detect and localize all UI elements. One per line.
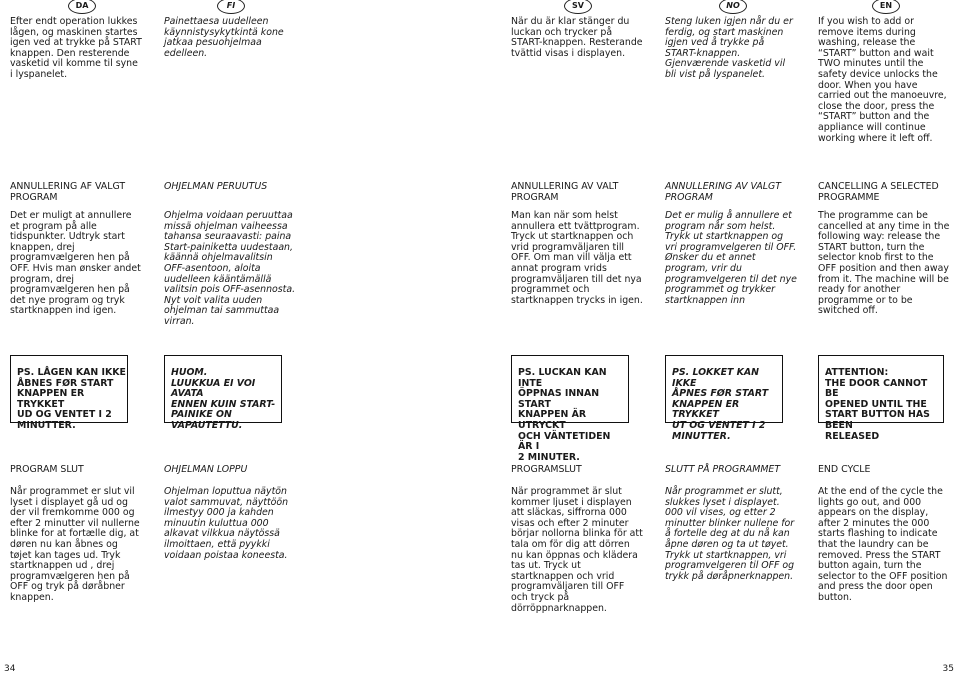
cancel-heading-da: ANNULLERING AF VALGT PROGRAM <box>10 181 126 203</box>
warning-line: PAINIKE ON <box>171 409 232 421</box>
cancel-heading-fi: OHJELMAN PERUUTUS <box>164 181 268 192</box>
warning-line: START BUTTON HAS BEEN <box>825 409 930 431</box>
warning-line: ATTENTION: <box>825 367 889 378</box>
warning-line: KNAPPEN ER TRYKKET <box>672 398 740 421</box>
warning-line: OPENED UNTIL THE <box>825 398 927 410</box>
cancel-heading-en: CANCELLING A SELECTED PROGRAMME <box>818 181 939 203</box>
end-heading-da: PROGRAM SLUT <box>10 464 84 475</box>
language-badge-no: NO <box>719 0 747 14</box>
warning-line: KNAPPEN ÄR UTRYCKT <box>518 409 587 431</box>
warning-box-fi <box>164 355 282 431</box>
warning-line: PS. LOKKET KAN IKKE <box>672 367 760 389</box>
warning-line: ÅPNES FØR START <box>672 388 769 400</box>
warning-box-da <box>10 355 128 431</box>
warning-line: RELEASED <box>825 430 880 442</box>
intro-text-fi: Painettaesa uudelleen käynnistysykytkintä kone jatkaa pesuohjelmaa edelleen. <box>164 16 284 59</box>
cancel-text-da: Det er muligt at annullere et program på alle tidspunkter. Udtryk start knappen, drej programvælgeren hen på OFF. Hvis man ønsker andet program, drej programvælgeren hen på det nye program og tryk startknappen ind igen. <box>10 210 141 317</box>
end-heading-en: END CYCLE <box>818 464 871 475</box>
warning-line: LUUKKUA EI VOI AVATA <box>171 377 256 400</box>
cancel-heading-no: ANNULLERING AV VALGT PROGRAM <box>665 181 781 203</box>
warning-box-sv <box>511 355 629 463</box>
end-text-da: Når programmet er slut vil lyset i displayet gå ud og der vil fremkomme 000 og efter 2 minutter vil nullerne blinke for at fortælle dig, at døren nu kan åbnes og tøjet kan tages ud. Tryk startknappen ud , drej programvælgeren hen på OFF og tryk på døråbner knappen. <box>10 486 140 603</box>
cancel-text-no: Det er mulig å annullere et program når som helst. Trykk ut startknappen og vri programvelgeren til OFF. Ønsker du et annet program, vrir du programvelgeren til det nye programmet og trykker startknappen inn <box>665 210 797 306</box>
warning-line: UT OG VENTET I 2 <box>672 419 766 431</box>
warning-line: MINUTTER. <box>17 419 76 431</box>
end-heading-sv: PROGRAMSLUT <box>511 464 582 475</box>
end-heading-fi: OHJELMAN LOPPU <box>164 464 248 475</box>
end-heading-no: SLUTT PÅ PROGRAMMET <box>665 464 781 475</box>
end-text-sv: När programmet är slut kommer ljuset i displayen att släckas, siffrorna 000 visas och efter 2 minuter börjar nollorna blinka för att tala om för dig att dörren nu kan öppnas och klädera tas ut. Tryck ut startknappen och vrid programväljaren till OFF och tryck på dörröppnarknappen. <box>511 486 643 614</box>
language-badge-sv: SV <box>564 0 592 14</box>
warning-line: MINUTTER. <box>672 430 731 442</box>
intro-text-sv: När du är klar stänger du luckan och trycker på START-knappen. Resterande tvättid visas i displayen. <box>511 16 643 59</box>
language-badge-fi: FI <box>217 0 245 14</box>
intro-text-no: Steng luken igjen når du er ferdig, og start maskinen igjen ved å trykke på START-knappen. Gjenværende vasketid vil bli vist på lyspanelet. <box>665 16 793 80</box>
cancel-text-en: The programme can be cancelled at any time in the following way: release the START button, turn the selector knob first to the OFF position and then away from it. The machine will be ready for another programme or to be switched off. <box>818 210 950 317</box>
cancel-heading-sv: ANNULLERING AV VALT PROGRAM <box>511 181 619 203</box>
warning-line: UD OG VENTET I 2 <box>17 409 112 421</box>
warning-line: ÖPPNAS INNAN START <box>518 388 600 410</box>
warning-line: PS. LÅGEN KAN IKKE <box>17 367 126 378</box>
end-text-fi: Ohjelman loputtua näytön valot sammuvat, näyttöön ilmestyy 000 ja kahden minuutin kuluttua 000 alkavat vilkkua näytössä ilmoittaen, että pyykki voidaan poistaa koneesta. <box>164 486 289 561</box>
language-badge-en: EN <box>872 0 900 14</box>
page-number-right: 35 <box>942 664 954 674</box>
language-badge-da: DA <box>68 0 96 14</box>
warning-line: PS. LUCKAN KAN INTE <box>518 367 607 389</box>
warning-box-no <box>665 355 783 442</box>
warning-line: ÅBNES FØR START <box>17 377 114 389</box>
page-number-left: 34 <box>4 664 16 674</box>
end-text-no: Når programmet er slutt, slukkes lyset i displayet. 000 vil vises, og etter 2 minutter blinker nullene for å fortelle deg at du nå kan åpne døren og ta ut tøyet. Trykk ut startknappen, vri programvelgeren til OFF og trykk på døråpnerknappen. <box>665 486 795 582</box>
intro-text-da: Efter endt operation lukkes lågen, og maskinen startes igen ved at trykke på START knappen. Den resterende vasketid vil komme til syne i lyspanelet. <box>10 16 142 80</box>
warning-line: OCH VÄNTETIDEN ÄR I <box>518 430 611 453</box>
warning-line: THE DOOR CANNOT BE <box>825 377 928 400</box>
warning-line: KNAPPEN ER TRYKKET <box>17 388 85 410</box>
end-text-en: At the end of the cycle the lights go out, and 000 appears on the display, after 2 minutes the 000 starts flashing to indicate that the laundry can be removed. Press the START button again, turn the selector to the OFF position and press the door open button. <box>818 486 948 603</box>
warning-line: HUOM. <box>171 367 208 378</box>
cancel-text-fi: Ohjelma voidaan peruuttaa missä ohjelman vaiheessa tahansa seuraavasti: paina Start-painiketta uudestaan, käännä ohjelmavalitsin OFF-asentoon, aloita uudelleen kääntämällä valitsin pois OFF-asennosta. Nyt voit valita uuden ohjelman tai sammuttaa virran. <box>164 210 296 327</box>
warning-line: 2 MINUTER. <box>518 451 580 463</box>
warning-box-en <box>818 355 944 442</box>
warning-line: VAPAUTETTU. <box>171 419 243 431</box>
intro-text-en: If you wish to add or remove items during washing, release the “START” button and wait TWO minutes until the safety device unlocks the door. When you have carried out the manoeuvre, close the door, press the “START” button and the appliance will continue working where it left off. <box>818 16 947 144</box>
cancel-text-sv: Man kan när som helst annullera ett tvättprogram. Tryck ut startknappen och vrid programväljaren till OFF. Om man vill välja ett annat program vrids programväljaren till det nya programmet och startknappen trycks in igen. <box>511 210 643 306</box>
warning-line: ENNEN KUIN START- <box>171 398 276 410</box>
